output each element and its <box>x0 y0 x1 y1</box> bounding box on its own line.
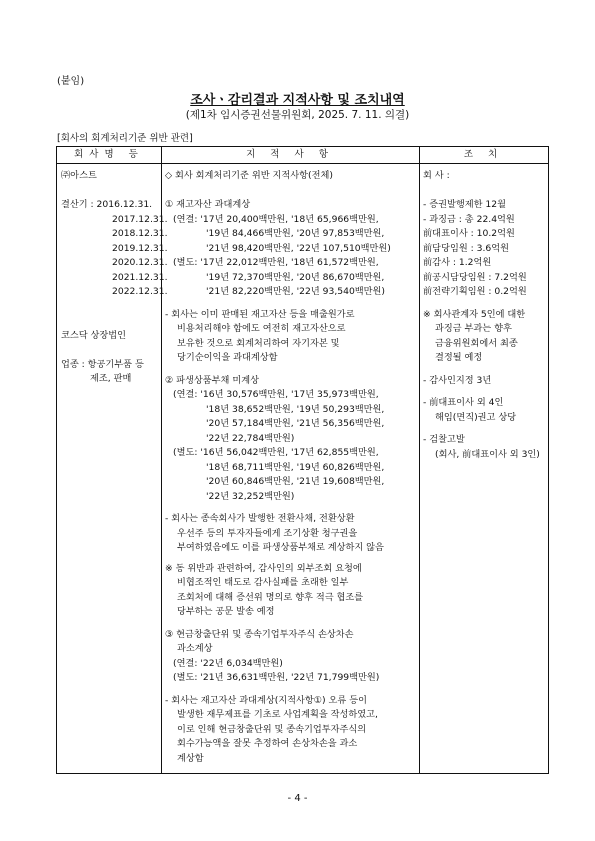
header-company <box>57 147 161 163</box>
action-dismissal-cont: 해임(면직)권고 상당 <box>435 411 517 423</box>
finding-desc-line: 부여하였음에도 이를 파생상품부채로 계상하지 않음 <box>177 542 384 553</box>
action-auditor: - 감사인지정 3년 <box>423 374 492 386</box>
finding-amount-line: '18년 68,711백만원, '19년 60,826백만원, <box>206 461 385 473</box>
finding-amount-line: (연결: '16년 30,576백만원, '17년 35,973백만원, <box>173 389 379 400</box>
header-actions-text: 조 치 <box>463 149 504 160</box>
settlement-line: 2020.12.31. <box>112 257 168 268</box>
action-dismissal: - 前대표이사 외 4인 <box>423 397 504 408</box>
finding-amount-line: '19년 84,466백만원, '20년 97,853백만원, <box>206 228 385 239</box>
action-note-line: 과징금 부과는 향후 <box>435 323 512 334</box>
findings-list <box>165 169 391 766</box>
finding-amount-line: (별도: '16년 56,042백만원, '17년 62,855백만원, <box>173 447 379 458</box>
finding-desc-line: 우선주 등의 투자자들에게 조기상환 청구권을 <box>177 527 358 539</box>
finding-amount-line: '18년 38,652백만원, '19년 50,293백만원, <box>206 403 385 415</box>
finding-desc-line: - 회사는 이미 판매된 재고자산 등을 매출원가로 <box>165 308 355 320</box>
finding-amount-line: (연결: '17년 20,400백만원, '18년 65,966백만원, <box>173 213 379 225</box>
action-note-line: 결정될 예정 <box>435 352 483 363</box>
action-line: 前담당임원 : 3.6억원 <box>423 242 509 254</box>
action-line: 前전략기획임원 : 0.2억원 <box>423 286 527 297</box>
finding-amount-line: (별도: '21년 36,631백만원, '22년 71,799백만원) <box>173 672 380 683</box>
settlement-line: 2017.12.31. <box>112 213 168 225</box>
page-title <box>0 89 595 108</box>
industry-line: 제조, 판매 <box>90 373 132 384</box>
finding-desc-line: 계상함 <box>177 752 204 764</box>
settlement-line: 결산기 : 2016.12.31. <box>61 199 153 210</box>
finding-note-line: 비협조적인 태도로 감사실패를 초래한 일부 <box>177 577 349 588</box>
page-title-text: 조사ㆍ감리결과 지적사항 및 조치내역 <box>190 93 405 108</box>
actions-list <box>423 169 540 462</box>
finding-title: ① 재고자산 과대계상 <box>165 199 251 210</box>
finding-amount-line: '22년 32,252백만원) <box>206 490 295 502</box>
finding-desc-line: 회수가능액을 잘못 추정하여 손상차손을 과소 <box>177 738 358 749</box>
action-line: 前공시담당임원 : 7.2억원 <box>423 271 527 283</box>
finding-amount-line: '22년 22,784백만원) <box>206 432 295 444</box>
settlement-line: 2018.12.31. <box>112 228 168 239</box>
company-info <box>61 169 168 387</box>
finding-note-line: 조회처에 대해 증선위 명의로 향후 적극 협조를 <box>177 591 364 603</box>
listing-type: 코스닥 상장법인 <box>61 329 127 341</box>
header-actions <box>419 147 548 163</box>
finding-desc-line: 비용처리해야 함에도 여전히 재고자산으로 <box>177 323 346 334</box>
finding-desc-line: - 회사는 종속회사가 발행한 전환사채, 전환상환 <box>165 513 355 524</box>
finding-desc-line: 이로 인해 현금창출단위 및 종속기업투자주식의 <box>177 723 367 735</box>
action-line: - 과징금 : 총 22.4억원 <box>423 213 515 225</box>
findings-heading: ◇ 회사 회계처리기준 위반 지적사항(전체) <box>165 170 333 181</box>
finding-desc-line: 보유한 것으로 회계처리하여 자기자본 및 <box>177 337 340 349</box>
finding-title: ② 파생상품부채 미계상 <box>165 374 259 386</box>
finding-desc-line: - 회사는 재고자산 과대계상(지적사항①) 오류 등이 <box>165 694 367 706</box>
settlement-line: 2019.12.31. <box>112 242 168 254</box>
section-label: [회사의 회계처리기준 위반 관련] <box>57 133 193 144</box>
finding-title: ③ 현금창출단위 및 종속기업투자주식 손상차손 <box>165 628 354 640</box>
findings-table <box>56 146 549 774</box>
company-name: ㈜아스트 <box>61 170 97 181</box>
attachment-label: (붙임) <box>57 76 85 87</box>
table-header-row <box>57 147 548 164</box>
finding-note-line: ※ 동 위반과 관련하여, 감사인의 외부조회 요청에 <box>165 562 362 574</box>
settlement-line: 2021.12.31. <box>112 271 168 283</box>
finding-desc-line: 발생한 재무제표를 기초로 사업계획을 작성하였고, <box>177 709 378 720</box>
header-company-text: 회사명 등 <box>74 149 144 160</box>
finding-amount-line: '21년 82,220백만원, '22년 93,540백만원) <box>206 286 385 297</box>
finding-amount-line: (별도: '17년 22,012백만원, '18년 61,572백만원, <box>173 257 379 268</box>
column-divider <box>419 147 420 773</box>
finding-note-line: 당부하는 공문 발송 예정 <box>177 606 275 617</box>
header-findings-text: 지 적 사 항 <box>246 149 334 160</box>
action-line: 前감사 : 1.2억원 <box>423 257 492 268</box>
finding-amount-line: '20년 60,846백만원, '21년 19,608백만원, <box>206 476 385 487</box>
finding-amount-line: '20년 57,184백만원, '21년 56,356백만원, <box>206 418 385 429</box>
page-subtitle: (제1차 임시증권선물위원회, 2025. 7. 11. 의결) <box>185 109 410 121</box>
action-referral: - 검찰고발 <box>423 434 465 445</box>
industry-line: 업종 : 항공기부품 등 <box>61 358 144 370</box>
action-line: - 증권발행제한 12월 <box>423 199 506 210</box>
action-line: 前대표이사 : 10.2억원 <box>423 228 515 239</box>
page-number: - 4 - <box>287 793 308 804</box>
actions-company-label: 회 사 : <box>423 170 450 181</box>
finding-amount-line: '19년 72,370백만원, '20년 86,670백만원, <box>206 271 385 283</box>
action-note-line: ※ 회사관계자 5인에 대한 <box>423 308 526 320</box>
action-referral-cont: (회사, 前대표이사 외 3인) <box>435 448 540 460</box>
finding-amount-line: (연결: '22년 6,034백만원) <box>173 657 283 669</box>
settlement-line: 2022.12.31. <box>112 286 168 297</box>
action-note-line: 금융위원회에서 최종 <box>435 337 518 349</box>
finding-title-cont: 과소계상 <box>177 643 213 654</box>
finding-amount-line: '21년 98,420백만원, '22년 107,510백만원) <box>206 242 391 254</box>
finding-desc-line: 당기순이익을 과대계상함 <box>177 352 278 363</box>
header-findings <box>161 147 419 163</box>
